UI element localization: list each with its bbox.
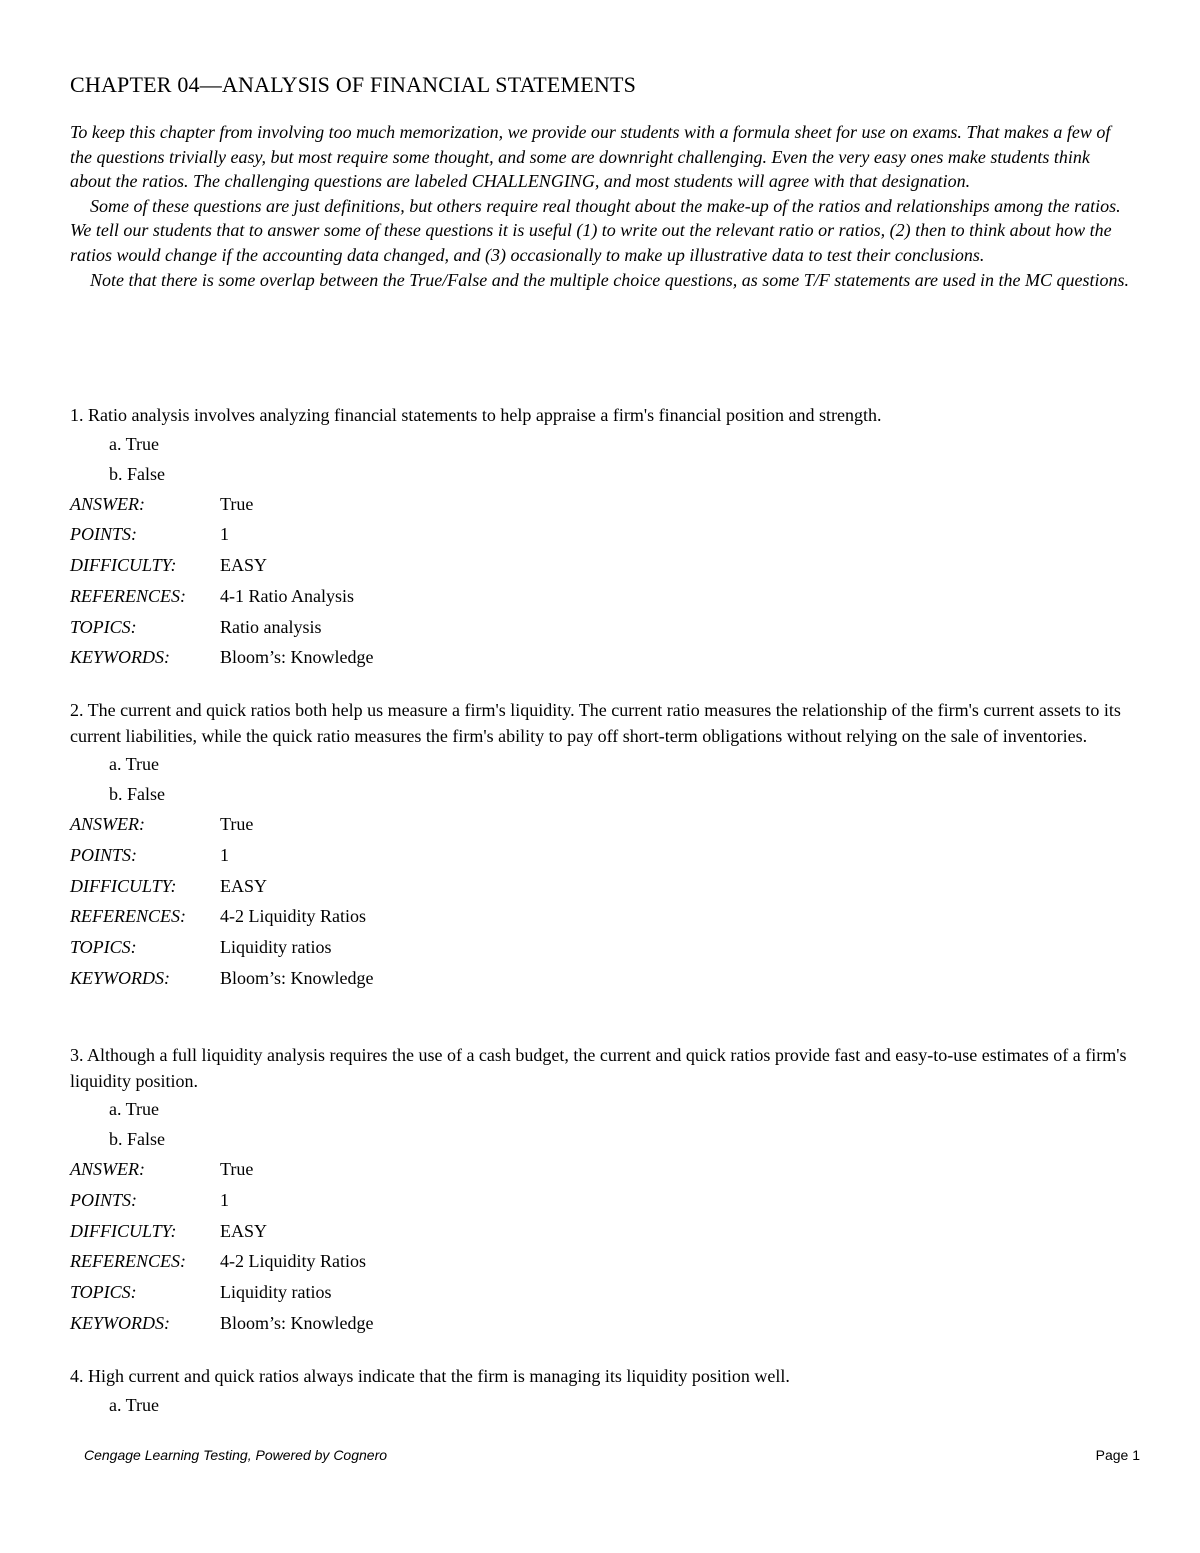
references-label: REFERENCES: bbox=[70, 906, 186, 927]
points-label: POINTS: bbox=[70, 1189, 137, 1210]
references-value: 4-2 Liquidity Ratios bbox=[220, 906, 366, 927]
difficulty-value: EASY bbox=[220, 875, 268, 896]
keywords-value: Bloom’s: Knowledge bbox=[220, 1312, 374, 1333]
option-b: b. False bbox=[109, 463, 165, 484]
points-value: 1 bbox=[220, 524, 229, 545]
references-value: 4-2 Liquidity Ratios bbox=[220, 1251, 366, 1272]
difficulty-label: DIFFICULTY: bbox=[70, 1220, 177, 1241]
option-a: a. True bbox=[109, 1394, 160, 1415]
page-footer bbox=[84, 1447, 1140, 1463]
points-value: 1 bbox=[220, 844, 229, 865]
topics-label: TOPICS: bbox=[70, 1282, 137, 1303]
footer-publisher: Cengage Learning Testing, Powered by Cognero bbox=[84, 1447, 388, 1463]
intro-paragraph: Note that there is some overlap between the True/False and the multiple choice questions, as some T/F statements are used in the MC questions. bbox=[90, 269, 1130, 290]
question-1 bbox=[70, 403, 1130, 673]
keywords-label: KEYWORDS: bbox=[70, 647, 170, 668]
question-3 bbox=[70, 1043, 1130, 1339]
chapter-title: CHAPTER 04—ANALYSIS OF FINANCIAL STATEMENTS bbox=[70, 72, 637, 97]
answer-label: ANSWER: bbox=[70, 814, 145, 834]
answer-value: True bbox=[220, 493, 254, 514]
intro-notes bbox=[70, 120, 1130, 292]
question-stem: 1. Ratio analysis involves analyzing financial statements to help appraise a firm's financial position and strength. bbox=[70, 405, 882, 425]
points-label: POINTS: bbox=[70, 844, 137, 865]
topics-label: TOPICS: bbox=[70, 616, 137, 637]
option-a: a. True bbox=[109, 433, 160, 454]
option-a: a. True bbox=[109, 1099, 160, 1119]
topics-label: TOPICS: bbox=[70, 937, 137, 958]
difficulty-value: EASY bbox=[220, 1220, 268, 1241]
points-value: 1 bbox=[220, 1189, 229, 1210]
question-4 bbox=[70, 1364, 1130, 1420]
question-metadata bbox=[70, 489, 1130, 674]
option-b: b. False bbox=[109, 784, 165, 804]
answer-label: ANSWER: bbox=[70, 1159, 145, 1179]
references-value: 4-1 Ratio Analysis bbox=[220, 585, 354, 606]
intro-paragraph: Some of these questions are just definitions, but others require real thought about the make-up of the ratios and relationships among the ratios. We tell our students that to answer some of these questions it is useful (1) to write out the relevant ratio or ratios, (2) then to think about how the ratios would change if the accounting data changed, and (3) occasionally to make up illustrative data to test their conclusions. bbox=[70, 195, 1121, 265]
topics-value: Liquidity ratios bbox=[220, 1282, 332, 1303]
answer-value: True bbox=[220, 1159, 254, 1179]
page-number: Page 1 bbox=[1095, 1447, 1140, 1463]
topics-value: Liquidity ratios bbox=[220, 937, 332, 958]
answer-value: True bbox=[220, 814, 254, 834]
intro-paragraph: To keep this chapter from involving too much memorization, we provide our students with a formula sheet for use on exams. That makes a few of the questions trivially easy, but most require some thought, and some are downright challenging. Even the very easy ones make students think about the ratios. The challenging questions are labeled CHALLENGING, and most students will agree with that designation. bbox=[70, 122, 1111, 192]
keywords-value: Bloom’s: Knowledge bbox=[220, 967, 374, 988]
question-2 bbox=[70, 698, 1130, 994]
topics-value: Ratio analysis bbox=[220, 616, 322, 637]
question-stem: 3. Although a full liquidity analysis requires the use of a cash budget, the current and quick ratios provide fast and easy-to-use estimates of a firm's liquidity position. bbox=[70, 1045, 1127, 1091]
question-metadata bbox=[70, 809, 1130, 994]
keywords-label: KEYWORDS: bbox=[70, 967, 170, 988]
difficulty-label: DIFFICULTY: bbox=[70, 875, 177, 896]
question-stem: 4. High current and quick ratios always indicate that the firm is managing its liquidity position well. bbox=[70, 1366, 790, 1386]
option-b: b. False bbox=[109, 1129, 165, 1149]
difficulty-label: DIFFICULTY: bbox=[70, 555, 177, 576]
keywords-value: Bloom’s: Knowledge bbox=[220, 647, 374, 668]
references-label: REFERENCES: bbox=[70, 1251, 186, 1272]
question-metadata bbox=[70, 1154, 1130, 1339]
question-stem: 2. The current and quick ratios both help us measure a firm's liquidity. The current ratio measures the relationship of the firm's current assets to its current liabilities, while the quick ratio measures the firm's ability to pay off short-term obligations without relying on the sale of inventories. bbox=[70, 700, 1121, 746]
references-label: REFERENCES: bbox=[70, 585, 186, 606]
keywords-label: KEYWORDS: bbox=[70, 1312, 170, 1333]
difficulty-value: EASY bbox=[220, 555, 268, 576]
answer-label: ANSWER: bbox=[70, 493, 145, 514]
option-a: a. True bbox=[109, 754, 160, 774]
points-label: POINTS: bbox=[70, 524, 137, 545]
